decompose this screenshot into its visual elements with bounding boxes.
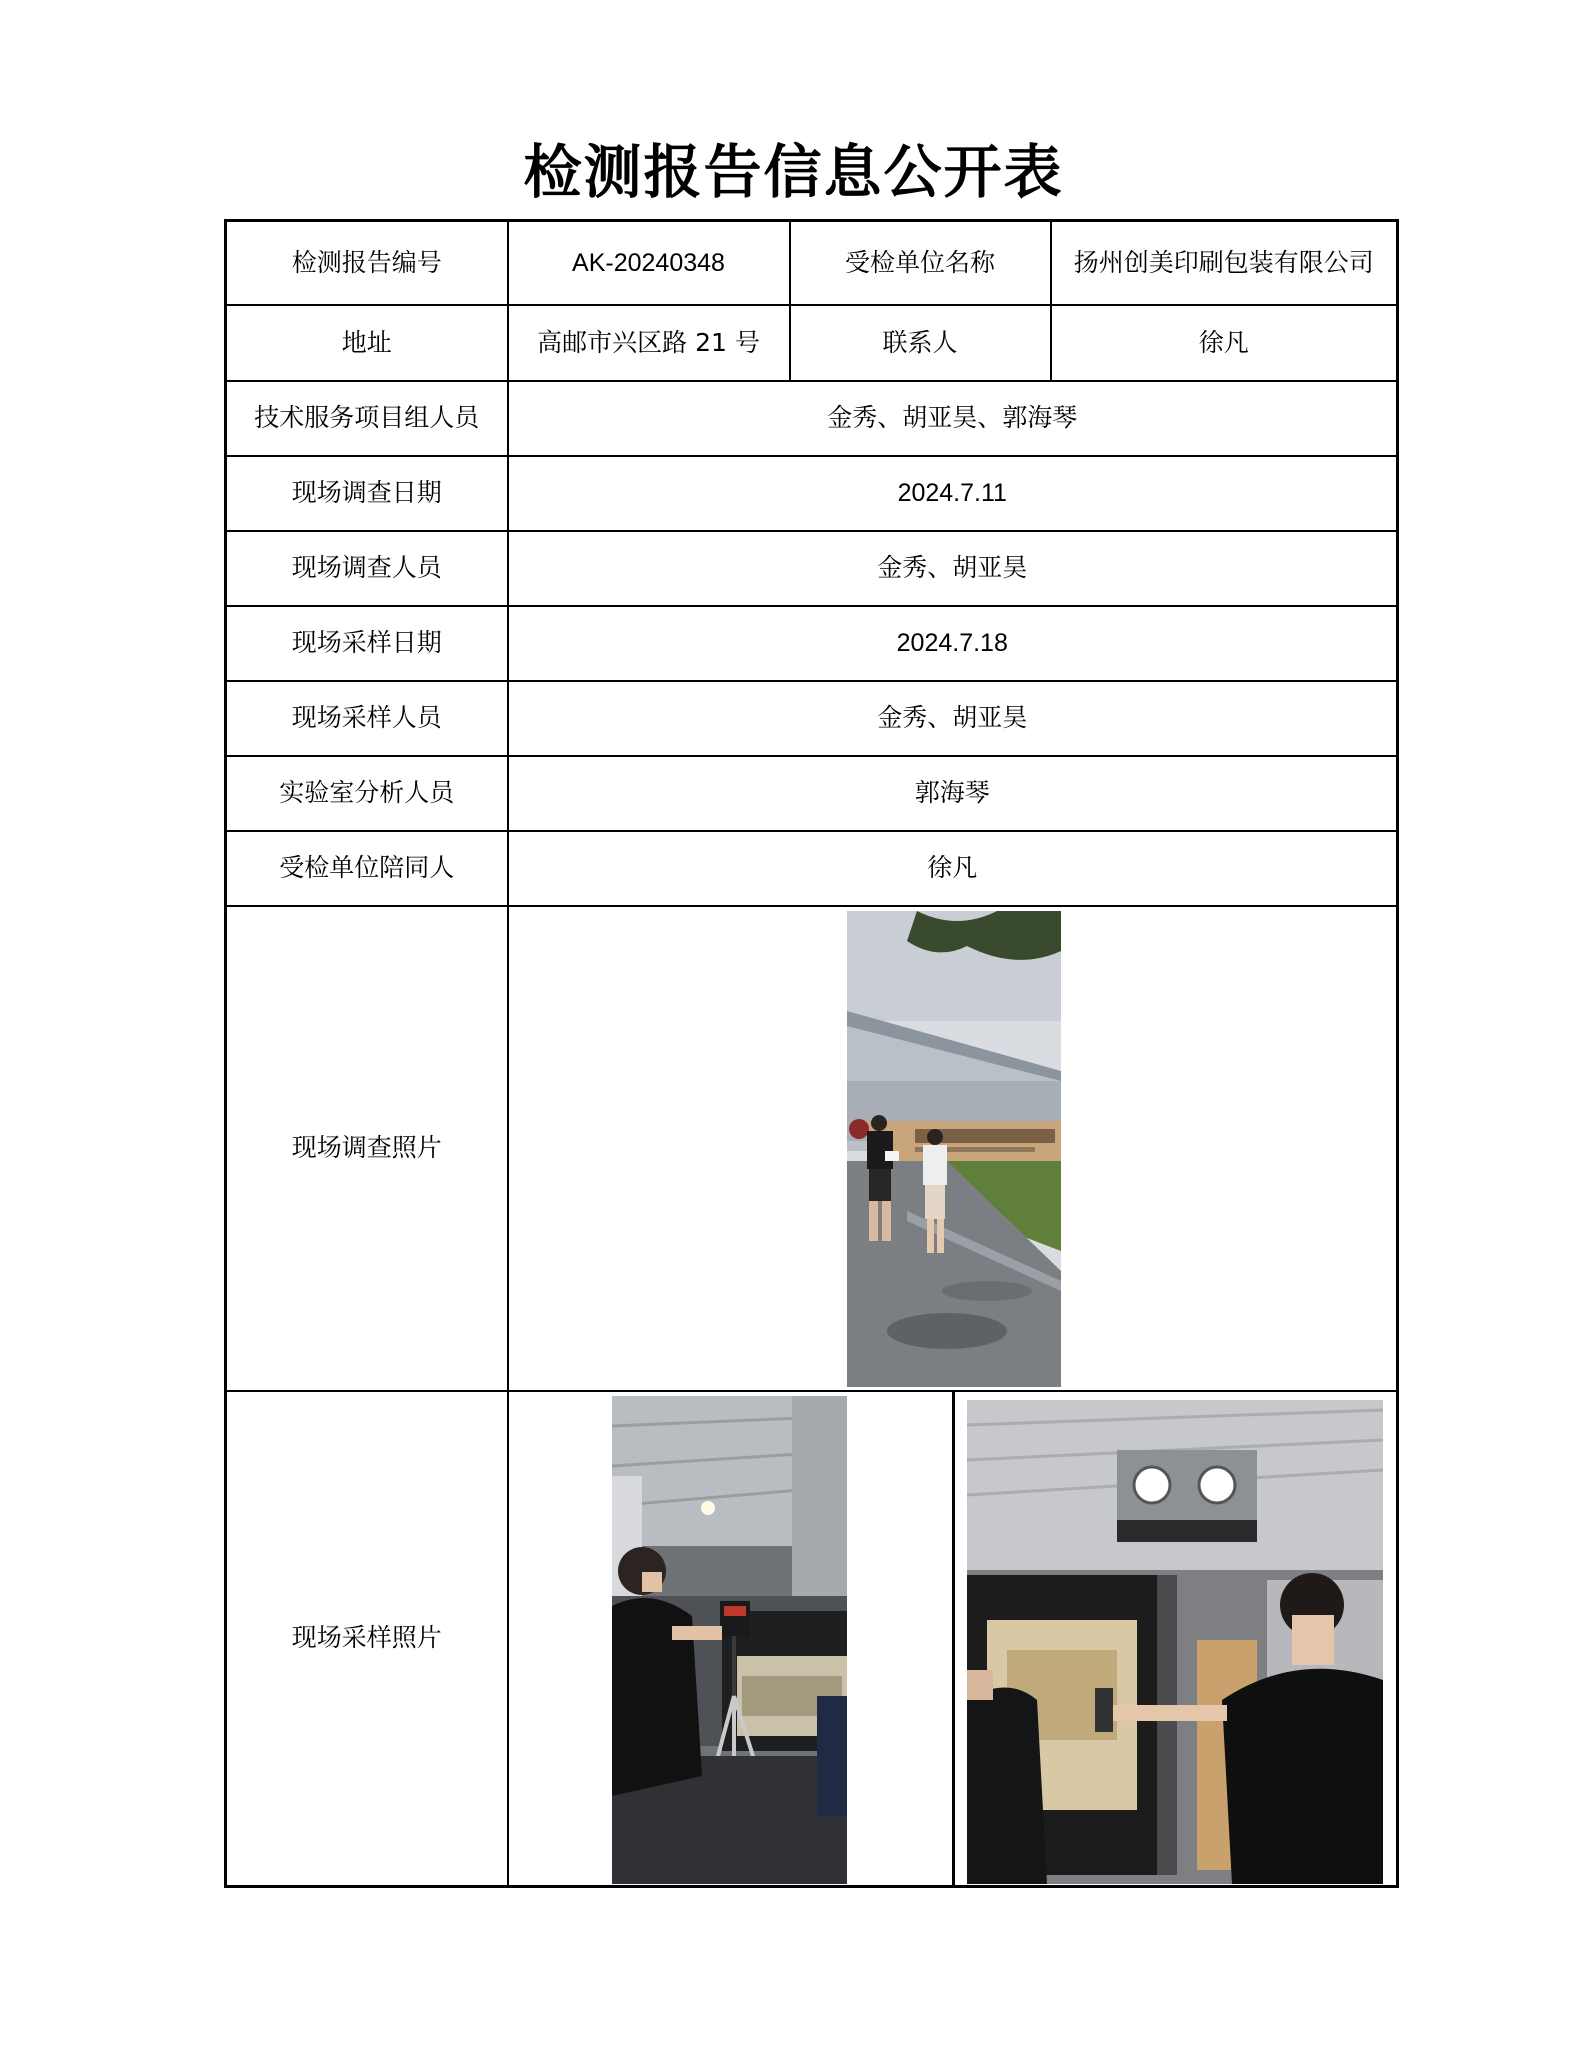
lab-analyst-value: 郭海琴 (508, 756, 1398, 831)
table-row (226, 221, 1398, 305)
survey-staff-value: 金秀、胡亚昊 (508, 531, 1398, 606)
sampling-photo-right (967, 1400, 1383, 1884)
survey-date-label: 现场调查日期 (226, 456, 508, 531)
address-label: 地址 (226, 305, 508, 381)
report-number-value: AK-20240348 (508, 221, 790, 305)
survey-photo (847, 911, 1061, 1387)
table-row (226, 456, 1398, 531)
lab-analyst-label: 实验室分析人员 (226, 756, 508, 831)
table-row (226, 305, 1398, 381)
survey-photo-label: 现场调查照片 (226, 906, 508, 1391)
table-row (226, 756, 1398, 831)
sampling-photo-cell (508, 1391, 1398, 1887)
table-row (226, 906, 1398, 1391)
table-row (226, 381, 1398, 456)
sampling-staff-value: 金秀、胡亚昊 (508, 681, 1398, 756)
table-row (226, 681, 1398, 756)
table-row (226, 831, 1398, 906)
survey-date-value: 2024.7.11 (508, 456, 1398, 531)
sampling-photo-right-image (967, 1400, 1383, 1884)
photo-divider (952, 1392, 955, 1886)
team-members-value: 金秀、胡亚昊、郭海琴 (508, 381, 1398, 456)
sampling-date-label: 现场采样日期 (226, 606, 508, 681)
contact-label: 联系人 (790, 305, 1051, 381)
survey-photo-cell (508, 906, 1398, 1391)
report-number-label: 检测报告编号 (226, 221, 508, 305)
escort-value: 徐凡 (508, 831, 1398, 906)
unit-name-label: 受检单位名称 (790, 221, 1051, 305)
table-row (226, 1391, 1398, 1887)
survey-staff-label: 现场调查人员 (226, 531, 508, 606)
team-members-label: 技术服务项目组人员 (226, 381, 508, 456)
sampling-photo-left-image (612, 1396, 847, 1884)
sampling-staff-label: 现场采样人员 (226, 681, 508, 756)
unit-name-value: 扬州创美印刷包装有限公司 (1051, 221, 1398, 305)
table-row (226, 606, 1398, 681)
survey-photo-image (847, 911, 1061, 1387)
sampling-date-value: 2024.7.18 (508, 606, 1398, 681)
table-row (226, 531, 1398, 606)
sampling-photo-label: 现场采样照片 (226, 1391, 508, 1887)
info-table (224, 219, 1399, 1888)
contact-value: 徐凡 (1051, 305, 1398, 381)
sampling-photo-left (612, 1396, 847, 1884)
page-title: 检测报告信息公开表 (523, 138, 1064, 206)
escort-label: 受检单位陪同人 (226, 831, 508, 906)
address-value: 高邮市兴区路 21 号 (508, 305, 790, 381)
